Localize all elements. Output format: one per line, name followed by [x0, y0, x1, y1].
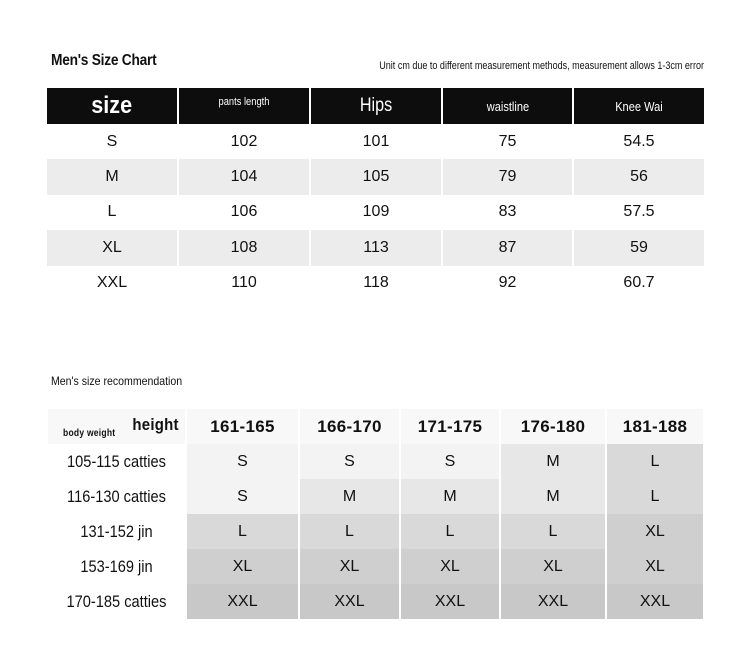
pants-length-cell: 102	[230, 132, 258, 150]
hips-cell: 113	[311, 230, 441, 265]
corner-weight-label: body weight	[63, 428, 116, 439]
size-recommendation-cell: L	[607, 444, 703, 479]
pants-length-cell: 104	[179, 159, 309, 194]
knee-cell: 59	[574, 230, 704, 265]
size-recommendation-cell: XXL	[401, 584, 499, 619]
header-hips-cell	[311, 88, 441, 124]
table-row	[48, 479, 703, 514]
size-chart-title: Men's Size Chart	[51, 52, 157, 69]
waistline-cell: 87	[443, 230, 572, 265]
height-header-row	[48, 409, 703, 444]
size-recommendation-cell: M	[401, 479, 499, 514]
size-recommendation-cell: XXL	[501, 584, 605, 619]
weight-range-label: 105-115 catties	[58, 444, 176, 479]
pants-length-cell: 108	[179, 230, 309, 265]
height-range-header: 181-188	[607, 409, 703, 444]
size-recommendation-cell: XXL	[607, 584, 703, 619]
hips-cell: 118	[363, 274, 389, 292]
knee-cell: 54.5	[623, 132, 655, 150]
size-recommendation-cell: L	[607, 479, 703, 514]
waistline-cell: 83	[498, 203, 517, 221]
weight-range-label: 153-169 jin	[58, 549, 176, 584]
size-recommendation-cell: L	[501, 514, 605, 549]
size-recommendation-cell: XXL	[300, 584, 399, 619]
table-row	[47, 266, 704, 301]
table-row	[48, 549, 703, 584]
hips-cell: 101	[362, 132, 390, 150]
weight-range-label: 116-130 catties	[58, 479, 176, 514]
corner-height-label: height	[132, 415, 179, 434]
waistline-cell: 79	[443, 159, 572, 194]
header-pants-length: pants length	[218, 96, 270, 108]
size-chart-table	[47, 88, 704, 301]
height-range-header: 176-180	[501, 409, 605, 444]
pants-length-cell: 106	[230, 203, 258, 221]
knee-cell: 57.5	[623, 203, 655, 221]
waistline-cell: 92	[498, 274, 517, 292]
header-waistline-cell	[443, 88, 572, 124]
hips-cell: 109	[362, 203, 390, 221]
height-range-header: 171-175	[401, 409, 499, 444]
header-knee: Knee Wai	[615, 98, 663, 114]
size-recommendation-cell: S	[187, 444, 298, 479]
size-cell: S	[106, 132, 118, 150]
size-recommendation-cell: S	[401, 444, 499, 479]
size-chart-header-row	[47, 88, 704, 124]
header-waistline: waistline	[486, 98, 529, 114]
size-cell: XXL	[96, 274, 128, 292]
table-row	[47, 159, 704, 194]
size-recommendation-cell: XL	[607, 514, 703, 549]
size-recommendation-cell: XL	[300, 549, 399, 584]
table-row	[47, 124, 704, 159]
header-size: size	[91, 92, 133, 119]
header-knee-cell	[574, 88, 704, 124]
weight-range-label: 131-152 jin	[58, 514, 176, 549]
header-hips: Hips	[359, 95, 393, 116]
size-recommendation-cell: S	[300, 444, 399, 479]
table-row	[48, 514, 703, 549]
size-cell: XL	[47, 230, 177, 265]
weight-range-label: 170-185 catties	[58, 584, 176, 619]
size-cell: L	[107, 203, 117, 221]
size-recommendation-cell: XXL	[187, 584, 298, 619]
size-recommendation-cell: M	[501, 479, 605, 514]
table-row	[48, 584, 703, 619]
height-range-header: 166-170	[300, 409, 399, 444]
size-recommendation-cell: XL	[187, 549, 298, 584]
knee-cell: 56	[574, 159, 704, 194]
knee-cell: 60.7	[623, 274, 655, 292]
header-pants-length-cell	[179, 88, 309, 124]
size-recommendation-cell: XL	[401, 549, 499, 584]
size-recommendation-cell: S	[187, 479, 298, 514]
header-size-cell	[47, 88, 177, 124]
recommendation-title: Men's size recommendation	[51, 374, 183, 388]
corner-cell	[48, 409, 185, 444]
pants-length-cell: 110	[231, 274, 257, 292]
size-recommendation-cell: L	[401, 514, 499, 549]
size-recommendation-cell: M	[300, 479, 399, 514]
table-row	[47, 195, 704, 230]
size-recommendation-table	[48, 409, 703, 619]
height-range-header: 161-165	[187, 409, 298, 444]
hips-cell: 105	[311, 159, 441, 194]
measurement-note: Unit cm due to different measurement methods, measurement allows 1-3cm error	[379, 60, 704, 72]
size-cell: M	[47, 159, 177, 194]
waistline-cell: 75	[498, 132, 517, 150]
size-recommendation-cell: XL	[501, 549, 605, 584]
size-recommendation-cell: L	[300, 514, 399, 549]
size-recommendation-cell: M	[501, 444, 605, 479]
size-recommendation-cell: L	[187, 514, 298, 549]
size-recommendation-cell: XL	[607, 549, 703, 584]
table-row	[48, 444, 703, 479]
table-row	[47, 230, 704, 265]
